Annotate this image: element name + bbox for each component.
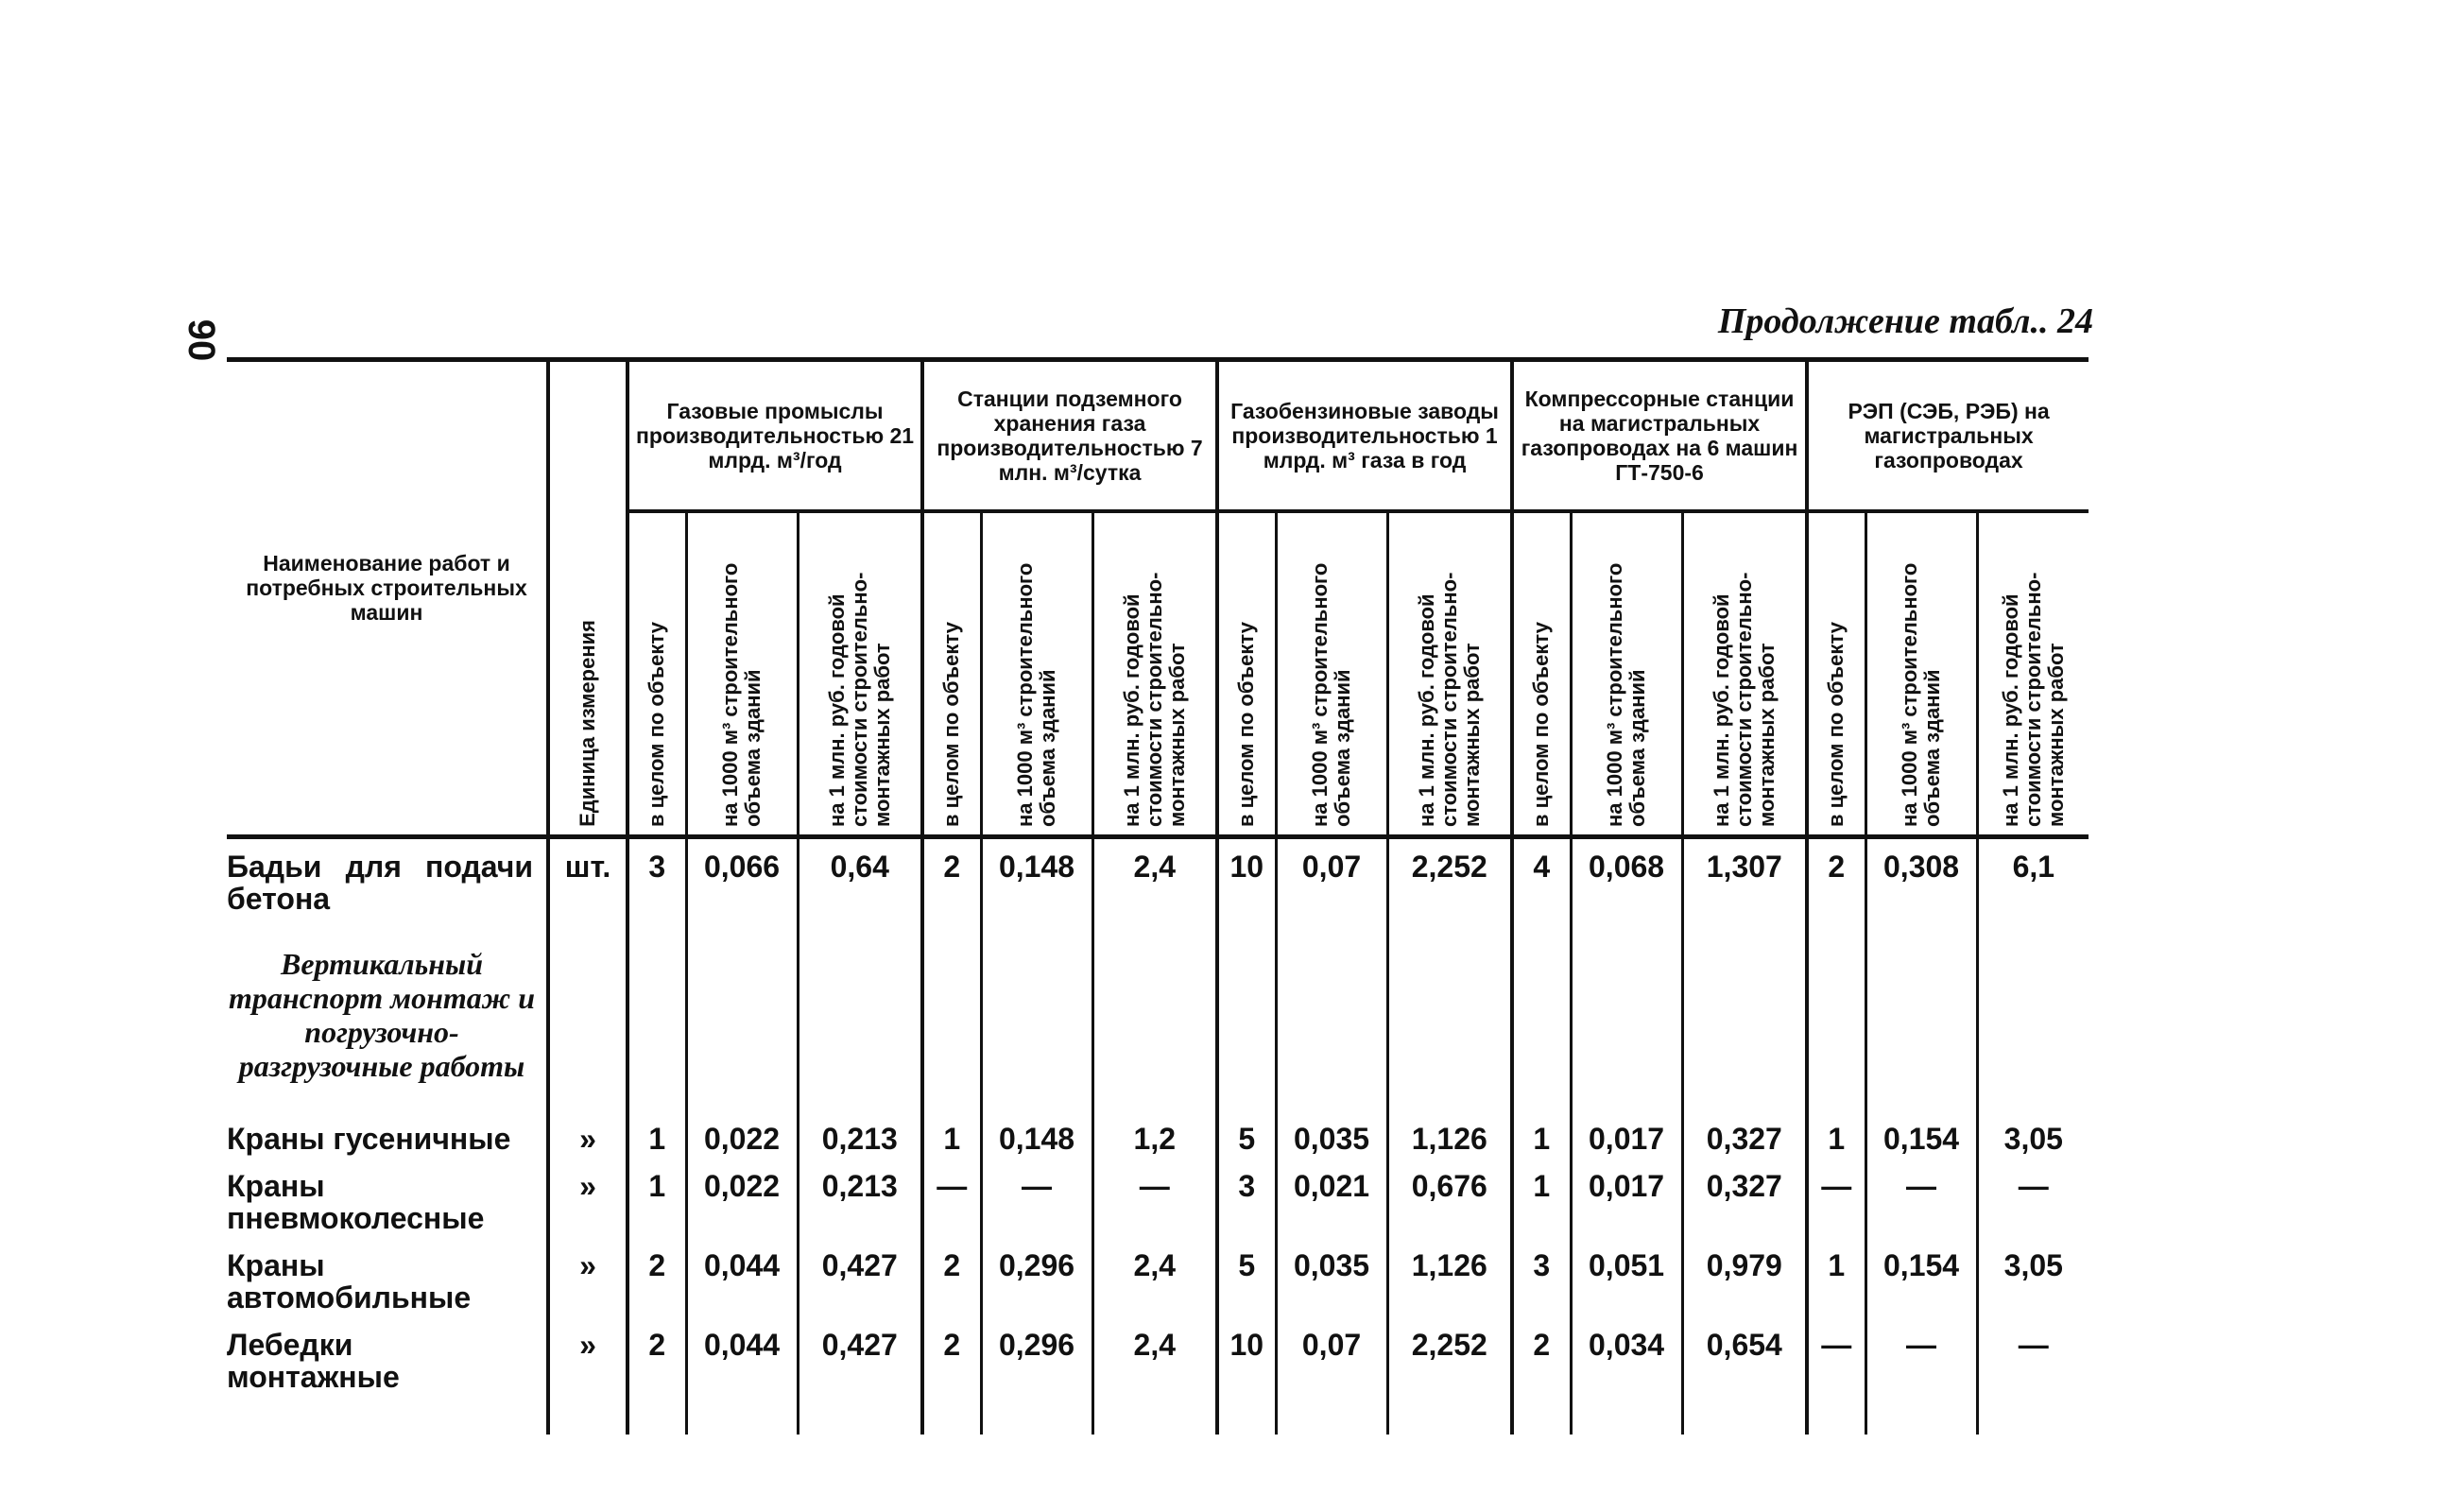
section-empty-cell xyxy=(922,919,981,1111)
row-value-cell: 2 xyxy=(922,1317,981,1397)
header-subcolumn-3-3 xyxy=(1387,511,1512,837)
section-unit-cell xyxy=(548,919,627,1111)
section-empty-cell xyxy=(1276,919,1387,1111)
row-value-cell: 1 xyxy=(627,1159,686,1238)
row-value-cell: 4 xyxy=(1512,837,1571,919)
row-name: Краны гусеничные xyxy=(227,1122,511,1156)
table-header xyxy=(227,360,2089,837)
spacer-cell xyxy=(627,1397,686,1435)
row-value-cell: 2 xyxy=(922,837,981,919)
table-row xyxy=(227,837,2089,919)
header-unit-column xyxy=(548,360,627,837)
row-value-cell: 0,154 xyxy=(1865,1111,1977,1159)
row-value-cell: 2,252 xyxy=(1387,837,1512,919)
spacer-cell xyxy=(548,1397,627,1435)
spacer-cell xyxy=(922,1397,981,1435)
table-continuation-caption: Продолжение табл.. 24 xyxy=(1717,301,2093,341)
row-value-cell: 0,044 xyxy=(686,1238,798,1317)
table-row xyxy=(227,1159,2089,1238)
section-empty-cell xyxy=(1807,919,1865,1111)
row-value-cell: 0,427 xyxy=(798,1317,922,1397)
section-empty-cell xyxy=(1977,919,2089,1111)
row-value-cell: 0,148 xyxy=(981,1111,1092,1159)
spacer-cell xyxy=(981,1397,1092,1435)
row-value-cell: 10 xyxy=(1217,837,1276,919)
section-empty-cell xyxy=(1092,919,1217,1111)
row-name: Бадьи для подачи бетона xyxy=(227,850,533,916)
row-value-cell: 3 xyxy=(627,837,686,919)
section-empty-cell xyxy=(1387,919,1512,1111)
header-group-1: Газовые промыслы производительностью 21 млрд. м³/год xyxy=(627,360,922,512)
header-group-3: Газобензиновые заводы производительностью 1 млрд. м³ газа в год xyxy=(1217,360,1512,512)
row-value-cell: — xyxy=(1977,1317,2089,1397)
row-value-cell: 0,213 xyxy=(798,1111,922,1159)
row-value-cell: — xyxy=(1865,1159,1977,1238)
row-value-cell: 0,296 xyxy=(981,1238,1092,1317)
row-value-cell: 0,022 xyxy=(686,1159,798,1238)
row-name: Краны пневмоколесные xyxy=(227,1169,485,1235)
section-empty-cell xyxy=(686,919,798,1111)
spacer-cell xyxy=(227,1397,548,1435)
spacer-cell xyxy=(1807,1397,1865,1435)
header-subcolumn-label: на 1 млн. руб. годовой стоимости строительно-монтажных работ xyxy=(1119,572,1189,827)
row-value-cell: 3 xyxy=(1217,1159,1276,1238)
header-subcolumn-2-1 xyxy=(922,511,981,837)
row-value-cell: 0,148 xyxy=(981,837,1092,919)
section-empty-cell xyxy=(981,919,1092,1111)
table-row xyxy=(227,1238,2089,1317)
header-group-2: Станции подземного хранения газа производительностью 7 млн. м³/сутка xyxy=(922,360,1217,512)
row-value-cell: 0,296 xyxy=(981,1317,1092,1397)
row-value-cell: 0,035 xyxy=(1276,1111,1387,1159)
row-value-cell: 0,068 xyxy=(1571,837,1682,919)
row-value-cell: 1 xyxy=(627,1111,686,1159)
header-subcolumn-5-2 xyxy=(1865,511,1977,837)
section-empty-cell xyxy=(1512,919,1571,1111)
row-value-cell: — xyxy=(981,1159,1092,1238)
header-subcolumn-1-1 xyxy=(627,511,686,837)
row-value-cell: 0,427 xyxy=(798,1238,922,1317)
row-value-cell: 0,654 xyxy=(1682,1317,1807,1397)
row-value-cell: 5 xyxy=(1217,1238,1276,1317)
row-value-cell: 1 xyxy=(1512,1159,1571,1238)
header-subcolumn-label: на 1 млн. руб. годовой стоимости строительно-монтажных работ xyxy=(1414,572,1484,827)
row-value-cell: 5 xyxy=(1217,1111,1276,1159)
row-value-cell: 1 xyxy=(922,1111,981,1159)
row-value-cell: 0,213 xyxy=(798,1159,922,1238)
spacer-cell xyxy=(798,1397,922,1435)
row-value-cell: 0,051 xyxy=(1571,1238,1682,1317)
row-value-cell: 2 xyxy=(922,1238,981,1317)
row-value-cell: 2,4 xyxy=(1092,1238,1217,1317)
table-section-row xyxy=(227,919,2089,1111)
header-subcolumn-4-1 xyxy=(1512,511,1571,837)
section-empty-cell xyxy=(1865,919,1977,1111)
row-value-cell: 0,07 xyxy=(1276,1317,1387,1397)
header-subcolumn-label: в целом по объекту xyxy=(645,621,669,827)
row-value-cell: 0,979 xyxy=(1682,1238,1807,1317)
header-subcolumn-4-2 xyxy=(1571,511,1682,837)
header-name-column: Наименование работ и потребных строительных машин xyxy=(227,360,548,837)
row-value-cell: — xyxy=(1807,1317,1865,1397)
row-name: Лебедки монтажные xyxy=(227,1328,400,1394)
row-value-cell: 0,676 xyxy=(1387,1159,1512,1238)
spacer-cell xyxy=(1387,1397,1512,1435)
spacer-cell xyxy=(1865,1397,1977,1435)
row-value-cell: 2 xyxy=(1512,1317,1571,1397)
table-row xyxy=(227,1317,2089,1397)
header-subcolumn-label: на 1 млн. руб. годовой стоимости строительно-монтажных работ xyxy=(1709,572,1779,827)
header-subcolumn-5-3 xyxy=(1977,511,2089,837)
spacer-cell xyxy=(1276,1397,1387,1435)
row-value-cell: 6,1 xyxy=(1977,837,2089,919)
header-subcolumn-label: в целом по объекту xyxy=(939,621,964,827)
spacer-cell xyxy=(686,1397,798,1435)
header-group-5: РЭП (СЭБ, РЭБ) на магистральных газопроводах xyxy=(1807,360,2089,512)
header-subcolumn-label: на 1000 м³ строительного объема зданий xyxy=(718,562,765,827)
row-value-cell: 1 xyxy=(1512,1111,1571,1159)
header-subcolumn-label: на 1000 м³ строительного объема зданий xyxy=(1898,562,1945,827)
row-value-cell: 0,308 xyxy=(1865,837,1977,919)
row-value-cell: 1,2 xyxy=(1092,1111,1217,1159)
table-row xyxy=(227,1111,2089,1159)
row-value-cell: — xyxy=(1092,1159,1217,1238)
header-subcolumn-label: на 1 млн. руб. годовой стоимости строительно-монтажных работ xyxy=(1998,572,2068,827)
row-value-cell: 1,126 xyxy=(1387,1238,1512,1317)
header-subcolumn-3-1 xyxy=(1217,511,1276,837)
header-subcolumn-label: на 1000 м³ строительного объема зданий xyxy=(1603,562,1650,827)
header-subcolumn-4-3 xyxy=(1682,511,1807,837)
section-empty-cell xyxy=(798,919,922,1111)
row-unit: » xyxy=(548,1111,627,1159)
spacer-cell xyxy=(1682,1397,1807,1435)
row-value-cell: — xyxy=(1807,1159,1865,1238)
row-value-cell: — xyxy=(1865,1317,1977,1397)
row-value-cell: — xyxy=(922,1159,981,1238)
row-value-cell: 3,05 xyxy=(1977,1111,2089,1159)
section-empty-cell xyxy=(1217,919,1276,1111)
row-value-cell: 3 xyxy=(1512,1238,1571,1317)
row-value-cell: 10 xyxy=(1217,1317,1276,1397)
row-value-cell: 1 xyxy=(1807,1238,1865,1317)
header-subcolumn-3-2 xyxy=(1276,511,1387,837)
spacer-cell xyxy=(1092,1397,1217,1435)
row-value-cell: 1 xyxy=(1807,1111,1865,1159)
table-bottom-spacer xyxy=(227,1397,2089,1435)
row-value-cell: 0,154 xyxy=(1865,1238,1977,1317)
row-value-cell: 0,327 xyxy=(1682,1111,1807,1159)
spacer-cell xyxy=(1571,1397,1682,1435)
row-value-cell: 2,4 xyxy=(1092,1317,1217,1397)
header-subcolumn-1-2 xyxy=(686,511,798,837)
row-value-cell: 1,307 xyxy=(1682,837,1807,919)
row-value-cell: 0,034 xyxy=(1571,1317,1682,1397)
row-value-cell: 0,035 xyxy=(1276,1238,1387,1317)
row-value-cell: 0,07 xyxy=(1276,837,1387,919)
row-unit: » xyxy=(548,1238,627,1317)
section-heading: Вертикальный транспорт монтаж и погрузочно-разгрузочные работы xyxy=(229,947,535,1083)
header-subcolumn-label: в целом по объекту xyxy=(1529,621,1554,827)
section-empty-cell xyxy=(1571,919,1682,1111)
row-value-cell: 2 xyxy=(1807,837,1865,919)
table-body xyxy=(227,837,2089,1435)
header-subcolumn-label: в целом по объекту xyxy=(1234,621,1259,827)
header-subcolumn-2-3 xyxy=(1092,511,1217,837)
row-value-cell: 0,022 xyxy=(686,1111,798,1159)
row-unit: шт. xyxy=(548,837,627,919)
row-value-cell: 1,126 xyxy=(1387,1111,1512,1159)
machines-table xyxy=(227,357,2089,1435)
header-group-4: Компрессорные станции на магистральных газопроводах на 6 машин ГТ-750-6 xyxy=(1512,360,1807,512)
header-subcolumn-label: на 1 млн. руб. годовой стоимости строительно-монтажных работ xyxy=(824,572,894,827)
row-value-cell: 0,64 xyxy=(798,837,922,919)
spacer-cell xyxy=(1977,1397,2089,1435)
row-value-cell: 2,252 xyxy=(1387,1317,1512,1397)
row-value-cell: 0,021 xyxy=(1276,1159,1387,1238)
row-value-cell: — xyxy=(1977,1159,2089,1238)
row-value-cell: 0,066 xyxy=(686,837,798,919)
row-value-cell: 0,044 xyxy=(686,1317,798,1397)
spacer-cell xyxy=(1512,1397,1571,1435)
row-value-cell: 2,4 xyxy=(1092,837,1217,919)
header-subcolumn-label: на 1000 м³ строительного объема зданий xyxy=(1013,562,1060,827)
row-value-cell: 3,05 xyxy=(1977,1238,2089,1317)
row-name: Краны автомобильные xyxy=(227,1248,472,1314)
header-unit-label: Единица измерения xyxy=(576,620,599,827)
section-empty-cell xyxy=(1682,919,1807,1111)
header-subcolumn-1-3 xyxy=(798,511,922,837)
header-subcolumn-5-1 xyxy=(1807,511,1865,837)
spacer-cell xyxy=(1217,1397,1276,1435)
row-unit: » xyxy=(548,1317,627,1397)
header-subcolumn-2-2 xyxy=(981,511,1092,837)
section-empty-cell xyxy=(627,919,686,1111)
page-number: 90 xyxy=(180,318,222,362)
row-value-cell: 0,017 xyxy=(1571,1159,1682,1238)
row-value-cell: 0,327 xyxy=(1682,1159,1807,1238)
row-unit: » xyxy=(548,1159,627,1238)
row-value-cell: 2 xyxy=(627,1317,686,1397)
header-subcolumn-label: на 1000 м³ строительного объема зданий xyxy=(1308,562,1355,827)
row-value-cell: 0,017 xyxy=(1571,1111,1682,1159)
header-subcolumn-label: в целом по объекту xyxy=(1824,621,1848,827)
row-value-cell: 2 xyxy=(627,1238,686,1317)
